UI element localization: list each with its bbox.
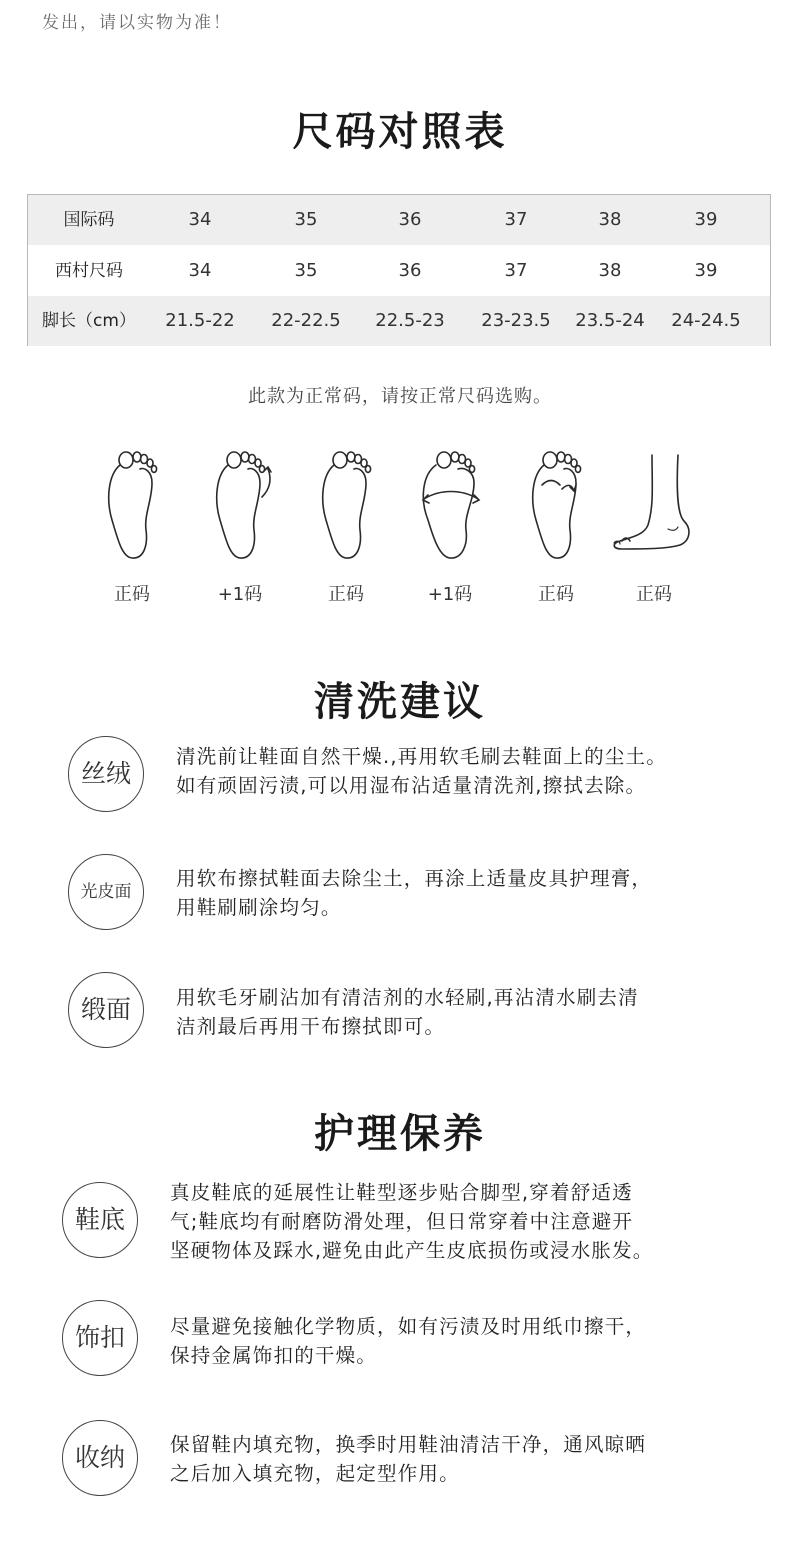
- table-cell: 22.5-23: [375, 310, 445, 331]
- size-table: [27, 194, 771, 346]
- washing-desc: [176, 864, 766, 922]
- table-cell: 24-24.5: [671, 310, 741, 331]
- desc-line: 之后加入填充物，起定型作用。: [170, 1462, 460, 1485]
- narrow-foot-icon: [506, 445, 606, 565]
- foot-label: +1码: [427, 584, 473, 605]
- badge-label: 鞋底: [74, 1205, 125, 1234]
- size-chart-title: 尺码对照表: [292, 108, 508, 155]
- row-label: 西村尺码: [55, 261, 123, 281]
- care-desc: [170, 1430, 760, 1488]
- table-cell: 38: [598, 260, 622, 281]
- care-desc: [170, 1312, 760, 1370]
- care-title: 护理保养: [314, 1110, 486, 1157]
- badge-smooth-leather: [68, 854, 144, 930]
- badge-satin: [68, 972, 144, 1048]
- row-label: 脚长（cm）: [42, 311, 136, 331]
- side-foot-icon: [608, 445, 708, 565]
- desc-line: 用软布擦拭鞋面去除尘土，再涂上适量皮具护理膏，: [176, 867, 653, 890]
- table-row: [28, 246, 770, 296]
- washing-desc: [176, 983, 766, 1041]
- normal-foot-icon: [82, 445, 182, 565]
- badge-label: 收纳: [74, 1443, 125, 1472]
- table-cell: 37: [504, 260, 528, 281]
- table-cell: 35: [294, 260, 318, 281]
- table-cell: 21.5-22: [165, 310, 235, 331]
- badge-label: 丝绒: [80, 759, 131, 788]
- shipping-note: 发出，请以实物为准！: [42, 13, 232, 33]
- table-cell: 39: [694, 209, 718, 230]
- normal-foot-icon: [296, 445, 396, 565]
- table-row: [28, 195, 770, 245]
- foot-label: 正码: [636, 584, 672, 605]
- table-cell: 37: [504, 209, 528, 230]
- desc-line: 尽量避免接触化学物质，如有污渍及时用纸巾擦干，: [170, 1315, 647, 1338]
- washing-title: 清洗建议: [314, 678, 486, 725]
- table-cell: 34: [188, 260, 212, 281]
- desc-line: 气;鞋底均有耐磨防滑处理，但日常穿着中注意避开: [170, 1210, 634, 1233]
- badge-sole: [62, 1182, 138, 1258]
- desc-line: 如有顽固污渍,可以用湿布沾适量清洗剂,擦拭去除。: [176, 774, 647, 797]
- wide-toe-foot-icon: [190, 445, 290, 565]
- washing-desc: [176, 742, 766, 800]
- desc-line: 用软毛牙刷沾加有清洁剂的水轻刷,再沾清水刷去清: [176, 986, 639, 1009]
- table-cell: 34: [188, 209, 212, 230]
- table-cell: 22-22.5: [271, 310, 341, 331]
- table-row: [28, 296, 770, 346]
- foot-label: 正码: [114, 584, 150, 605]
- desc-line: 坚硬物体及踩水,避免由此产生皮底损伤或浸水胀发。: [170, 1239, 654, 1262]
- size-advice-note: 此款为正常码，请按正常尺码选购。: [248, 386, 552, 407]
- badge-storage: [62, 1420, 138, 1496]
- badge-label: 光皮面: [80, 882, 132, 902]
- desc-line: 保留鞋内填充物，换季时用鞋油清洁干净，通风晾晒: [170, 1433, 647, 1456]
- table-cell: 23.5-24: [575, 310, 645, 331]
- badge-label: 饰扣: [74, 1323, 125, 1352]
- desc-line: 清洗前让鞋面自然干燥.,再用软毛刷去鞋面上的尘土。: [176, 745, 667, 768]
- table-cell: 38: [598, 209, 622, 230]
- desc-line: 用鞋刷刷涂均匀。: [176, 896, 342, 919]
- badge-label: 缎面: [80, 995, 131, 1024]
- foot-label: 正码: [328, 584, 364, 605]
- row-label: 国际码: [63, 210, 115, 230]
- table-cell: 36: [398, 260, 422, 281]
- desc-line: 洁剂最后再用干布擦拭即可。: [176, 1015, 446, 1038]
- table-cell: 39: [694, 260, 718, 281]
- care-desc: [170, 1178, 760, 1265]
- desc-line: 保持金属饰扣的干燥。: [170, 1344, 378, 1367]
- foot-label: +1码: [217, 584, 263, 605]
- badge-buckle: [62, 1300, 138, 1376]
- foot-label: 正码: [538, 584, 574, 605]
- desc-line: 真皮鞋底的延展性让鞋型逐步贴合脚型,穿着舒适透: [170, 1181, 633, 1204]
- table-cell: 36: [398, 209, 422, 230]
- table-cell: 23-23.5: [481, 310, 551, 331]
- wide-foot-icon: [400, 445, 500, 565]
- badge-velvet: [68, 736, 144, 812]
- table-cell: 35: [294, 209, 318, 230]
